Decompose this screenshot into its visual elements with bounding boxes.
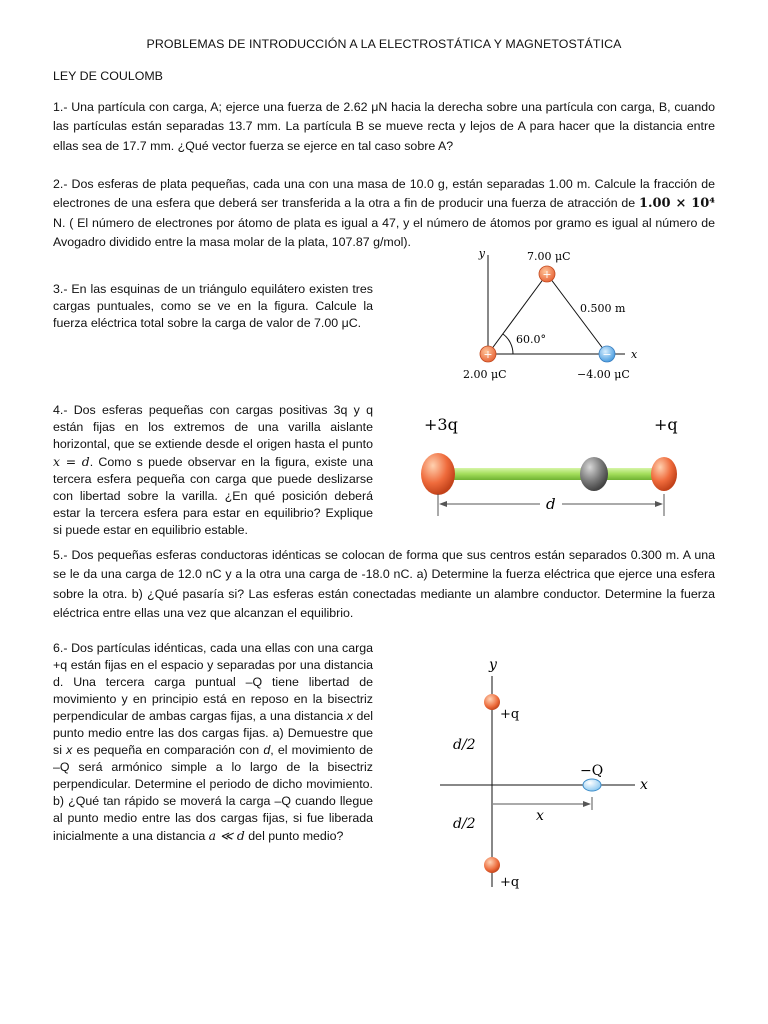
left-charge-label: 2.00 μC [463,368,507,381]
top-charge-label: 7.00 μC [527,250,571,263]
left-arrow-icon [439,501,447,507]
problem-4-text-a: 4.- Dos esferas pequeñas con cargas positivas 3q y q están fijas en los extremos de una varilla aislante horizontal, que se extiende desde el origen hasta el punto [53,403,373,451]
problem-2-text-a: 2.- Dos esferas de plata pequeñas, cada una con una masa de 10.0 g, están separadas 1.00 m. Calcule la fracción de electrones de una esfera que deberá ser transferida a la otra a fin de producir una fuerza de atracción de [53,177,715,211]
y-axis-label: y [478,247,485,260]
problem-6-text-b: del punto medio entre las dos cargas fijas. a) Demuestre que si [53,709,373,757]
x-axis-label: x [631,348,638,361]
right-charge-sign: − [602,348,612,361]
problem-6-x: x [346,709,353,723]
angle-arc [503,334,513,354]
problem-6-x-2: x [66,743,73,757]
problem-6-text-f: del punto medio? [244,829,344,843]
figure-triangle [455,245,655,385]
problem-5: 5.- Dos pequeñas esferas conductoras idénticas se colocan de forma que sus centros están separados 0.300 m. A una se le da una carga de 12.0 nC y a la otra una carga de -18.0 nC. a) Determine la fuerza eléctrica que ejerce una esfera sobre la otra. b) ¿Qué pasaría si? Las esferas están conectadas mediante un alambre conductor. Determine la fuerza eléctrica entre ellas una vez que alcanzan el equilibrio. [53,548,715,621]
bottom-charge-icon [484,857,500,873]
right-charge-label: −4.00 μC [577,368,630,381]
x-distance-arrow-icon [583,801,591,807]
distance-label: d [546,495,556,513]
right-arrow-icon [655,501,663,507]
page-title: PROBLEMAS DE INTRODUCCIÓN A LA ELECTROSTÁTICA Y MAGNETOSTÁTICA [146,37,622,51]
figure-rod [410,408,705,520]
problem-6-text-a: 6.- Dos partículas idénticas, cada una ellas con una carga +q están fijas en el espacio y separadas por una distancia d. Una tercera carga puntual –Q tiene libertad de movimiento y en principio está en reposo en la bisectriz perpendicular de ambas cargas fijas, a una distancia [53,641,373,723]
top-charge-icon [484,694,500,710]
insulating-rod [436,468,664,480]
left-charge-sign: + [483,348,493,361]
moving-charge-label: −Q [580,763,604,779]
problem-1: 1.- Una partícula con carga, A; ejerce una fuerza de 2.62 μN hacia la derecha sobre una partícula con carga, B, cuando las partículas están separadas 13.7 mm. La partícula B se mueve recta y lejos de A para hacer que la distancia entre ellas sea de 17.7 mm. ¿Qué vector fuerza se ejerce en tal caso sobre A? [53,100,715,153]
bottom-charge-label: +q [500,875,520,890]
problem-6 [53,640,373,845]
x-axis-label: x [640,777,648,793]
problem-2-force: 1.00 × 10⁴ [638,196,715,212]
problem-6-text-e: , el movimiento de –Q será armónico simple a lo largo de la bisectriz perpendicular. Determine el periodo de dicho movimiento. b) ¿Qué tan rápido se moverá la carga –Q cuando llegue al punto medio entre las dos cargas fijas, si fue liberada inicialmente a una distancia [53,743,373,843]
problem-3: 3.- En las esquinas de un triángulo equilátero existen tres cargas puntuales, como se ve en la figura. Calcule la fuerza eléctrica total sobre la carga de valor de 7.00 μC. [53,282,373,330]
middle-sphere-icon [580,457,608,491]
section-heading: LEY DE COULOMB [53,69,163,83]
side-length-label: 0.500 m [580,302,626,315]
problem-6-d: d [263,743,271,757]
half-distance-top-label: d/2 [453,737,476,753]
top-charge-sign: + [542,268,552,281]
problem-4-math: x = d [53,454,90,469]
right-charge-label: +q [654,415,678,434]
x-distance-label: x [536,808,544,824]
top-charge-label: +q [500,707,520,722]
problem-6-math: a ≪ d [208,828,245,843]
right-sphere-icon [651,457,677,491]
problem-4-text-b: . Como s puede observar en la figura, existe una tercera esfera pequeña con carga que puede deslizarse con libertad sobre la varilla. ¿En qué posición deberá estar la tercera esfera para estar en equilibrio? Explique si puede estar en equilibrio estable. [53,455,373,537]
moving-charge-icon [583,779,601,791]
problem-2 [53,175,715,253]
left-sphere-icon [421,453,455,495]
figure-bisector [440,652,690,902]
problem-6-text-c: es pequeña en comparación con [72,743,264,757]
half-distance-bottom-label: d/2 [453,816,476,832]
problem-2-text-b: N. ( El número de electrones por átomo de plata es igual a 47, y el número de átomos por gramo es igual al número de Avogadro dividido entre la masa molar de la plata, 107.87 g/mol). [53,215,715,250]
left-charge-label: +3q [424,415,458,434]
problem-4 [53,402,373,539]
y-axis-label: y [489,657,497,673]
angle-label: 60.0° [516,333,546,346]
